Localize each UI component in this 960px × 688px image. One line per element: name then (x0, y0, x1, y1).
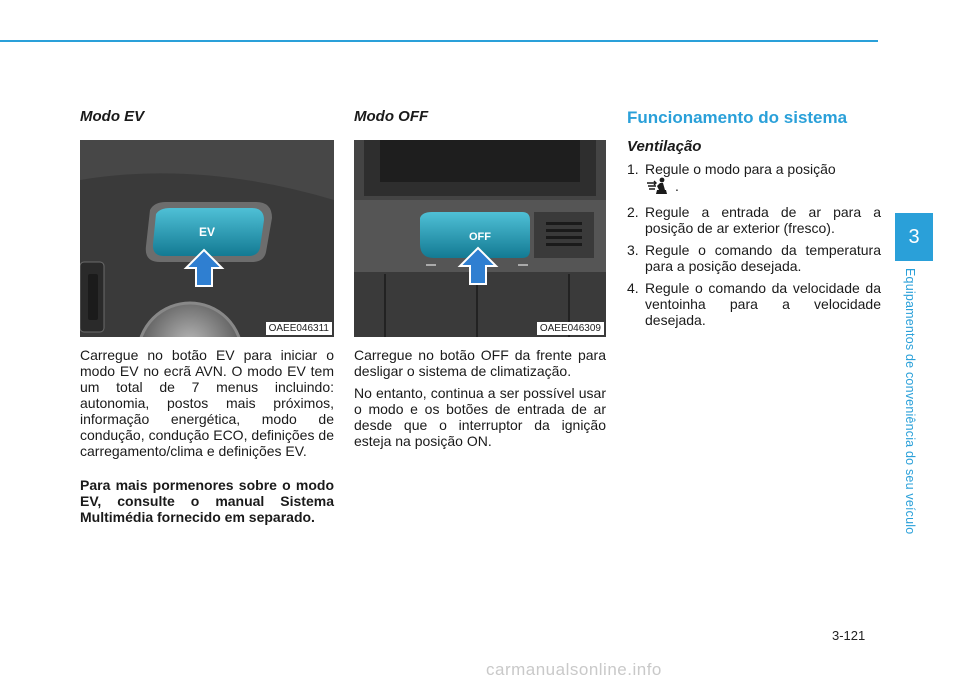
step-text: Regule a entrada de ar para a posição de ar exterior (fresco). (645, 204, 881, 236)
step-text: Regule o modo para a posição (645, 161, 836, 177)
ev-button-photo (80, 140, 334, 337)
list-item (627, 280, 881, 328)
subsection-heading: Ventilação (627, 138, 702, 155)
photo-caption: OAEE046309 (537, 322, 604, 335)
list-item (627, 204, 881, 236)
paragraph: No entanto, continua a ser possível usar o modo e os botões de entrada de ar desde que o interruptor da ignição esteja na posição ON. (354, 385, 606, 449)
off-button-photo (354, 140, 606, 337)
section-heading: Funcionamento do sistema (627, 108, 848, 127)
chapter-tab: 3 (895, 213, 933, 261)
vent-face-mode-icon (645, 177, 671, 198)
step-suffix: . (675, 178, 679, 195)
section-modo-ev (80, 108, 334, 525)
list-item (627, 242, 881, 274)
top-rule (0, 40, 878, 42)
step-text: Regule o comando da velocidade da ventoinha para a velocidade desejada. (645, 280, 881, 328)
steps-list (627, 161, 881, 328)
off-button-text: OFF (469, 231, 491, 243)
off-panel-illustration (354, 140, 606, 337)
section-heading: Modo OFF (354, 108, 429, 125)
step-text: Regule o comando da temperatura para a posição desejada. (645, 242, 881, 274)
step-number: 4. (627, 280, 639, 296)
page-number: 3-121 (832, 628, 866, 643)
step-number: 1. (627, 161, 639, 177)
photo-caption: OAEE046311 (266, 322, 332, 335)
step-number: 3. (627, 242, 639, 258)
section-funcionamento (627, 108, 881, 334)
paragraph: Carregue no botão OFF da frente para desligar o sistema de climatização. (354, 347, 606, 379)
section-heading: Modo EV (80, 108, 145, 125)
watermark: carmanualsonline.info (486, 660, 662, 679)
step-number: 2. (627, 204, 639, 220)
ev-panel-illustration (80, 140, 334, 337)
chapter-title: Equipamentos de conveniência do seu veículo (903, 268, 917, 535)
ev-button-text: EV (198, 225, 216, 239)
note: Para mais pormenores sobre o modo EV, consulte o manual Sistema Multimédia fornecido em separado. (80, 477, 334, 525)
list-item (627, 161, 881, 198)
section-modo-off (354, 108, 606, 449)
paragraph: Carregue no botão EV para iniciar o modo EV no ecrã AVN. O modo EV tem um total de 7 menus incluindo: autonomia, postos mais próximos, informação energética, modo de condução, condução ECO, definições de carregamento/clima e definições EV. (80, 347, 334, 459)
